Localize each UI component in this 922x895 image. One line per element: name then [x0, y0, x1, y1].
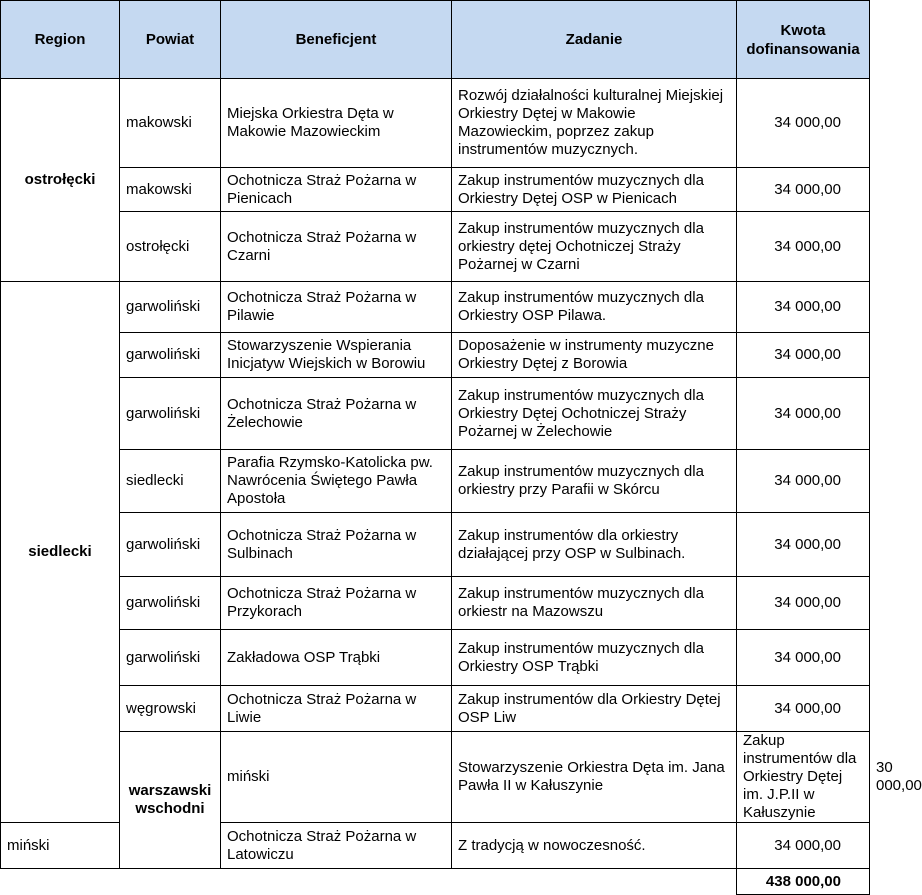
table-row — [1, 513, 870, 577]
table-row — [1, 450, 870, 513]
powiat-cell: siedlecki — [120, 450, 221, 513]
zadanie-cell: Zakup instrumentów muzycznych dla Orkiestry OSP Pilawa. — [452, 282, 737, 333]
kwota-cell: 34 000,00 — [737, 212, 870, 282]
powiat-cell: miński — [221, 732, 452, 823]
header-region: Region — [1, 1, 120, 79]
powiat-cell: garwoliński — [120, 282, 221, 333]
empty-cell — [1, 869, 120, 895]
beneficjent-cell: Stowarzyszenie Orkiestra Dęta im. Jana Pawła II w Kałuszynie — [452, 732, 737, 823]
beneficjent-cell: Ochotnicza Straż Pożarna w Sulbinach — [221, 513, 452, 577]
table-row — [1, 577, 870, 630]
table-row — [1, 79, 870, 168]
table-row — [1, 168, 870, 212]
beneficjent-cell: Ochotnicza Straż Pożarna w Liwie — [221, 686, 452, 732]
region-cell: siedlecki — [1, 282, 120, 823]
header-row — [1, 1, 870, 79]
kwota-cell: 34 000,00 — [737, 378, 870, 450]
empty-cell — [452, 869, 737, 895]
empty-cell — [120, 869, 221, 895]
powiat-cell: miński — [1, 823, 120, 869]
zadanie-cell: Z tradycją w nowoczesność. — [452, 823, 737, 869]
header-powiat: Powiat — [120, 1, 221, 79]
header-kwota: Kwota dofinansowania — [737, 1, 870, 79]
beneficjent-cell: Parafia Rzymsko-Katolicka pw. Nawrócenia Świętego Pawła Apostoła — [221, 450, 452, 513]
region-cell: warszawski wschodni — [120, 732, 221, 869]
header-beneficjent: Beneficjent — [221, 1, 452, 79]
kwota-cell: 34 000,00 — [737, 79, 870, 168]
kwota-cell: 34 000,00 — [737, 823, 870, 869]
powiat-cell: makowski — [120, 168, 221, 212]
powiat-cell: garwoliński — [120, 577, 221, 630]
powiat-cell: ostrołęcki — [120, 212, 221, 282]
zadanie-cell: Zakup instrumentów muzycznych dla Orkiestry Dętej OSP w Pienicach — [452, 168, 737, 212]
header-zadanie: Zadanie — [452, 1, 737, 79]
kwota-cell: 34 000,00 — [737, 450, 870, 513]
powiat-cell: węgrowski — [120, 686, 221, 732]
kwota-cell: 34 000,00 — [737, 513, 870, 577]
table-row — [1, 282, 870, 333]
table-row: warszawski wschodni miński Stowarzyszenie Orkiestra Dęta im. Jana Pawła II w Kałuszynie Zakup instrumentów dla Orkiestry Dętej im. J.P.II w Kałuszynie 30 000,00 — [1, 732, 870, 823]
beneficjent-cell: Stowarzyszenie Wspierania Inicjatyw Wiejskich w Borowiu — [221, 333, 452, 378]
region-cell: ostrołęcki — [1, 79, 120, 282]
beneficjent-cell: Ochotnicza Straż Pożarna w Pilawie — [221, 282, 452, 333]
powiat-cell: garwoliński — [120, 378, 221, 450]
kwota-cell: 34 000,00 — [737, 168, 870, 212]
zadanie-cell: Zakup instrumentów muzycznych dla Orkiestry Dętej Ochotniczej Straży Pożarnej w Żelechowie — [452, 378, 737, 450]
kwota-cell: 34 000,00 — [737, 333, 870, 378]
zadanie-cell: Zakup instrumentów dla Orkiestry Dętej OSP Liw — [452, 686, 737, 732]
zadanie-cell: Zakup instrumentów muzycznych dla Orkiestry OSP Trąbki — [452, 630, 737, 686]
zadanie-cell: Zakup instrumentów muzycznych dla orkiestry dętej Ochotniczej Straży Pożarnej w Czarni — [452, 212, 737, 282]
beneficjent-cell: Ochotnicza Straż Pożarna w Czarni — [221, 212, 452, 282]
table-row — [1, 378, 870, 450]
zadanie-cell: Zakup instrumentów muzycznych dla orkiestry przy Parafii w Skórcu — [452, 450, 737, 513]
total-row — [1, 869, 870, 895]
beneficjent-cell: Ochotnicza Straż Pożarna w Przykorach — [221, 577, 452, 630]
zadanie-cell: Zakup instrumentów dla Orkiestry Dętej im. J.P.II w Kałuszynie — [737, 732, 870, 823]
table-row — [1, 212, 870, 282]
beneficjent-cell: Ochotnicza Straż Pożarna w Żelechowie — [221, 378, 452, 450]
powiat-cell: garwoliński — [120, 513, 221, 577]
total-amount: 438 000,00 — [737, 869, 870, 895]
powiat-cell: garwoliński — [120, 333, 221, 378]
powiat-cell: garwoliński — [120, 630, 221, 686]
zadanie-cell: Zakup instrumentów dla orkiestry działającej przy OSP w Sulbinach. — [452, 513, 737, 577]
table-row — [1, 333, 870, 378]
beneficjent-cell: Zakładowa OSP Trąbki — [221, 630, 452, 686]
kwota-cell: 34 000,00 — [737, 686, 870, 732]
kwota-cell: 34 000,00 — [737, 577, 870, 630]
zadanie-cell: Zakup instrumentów muzycznych dla orkiestr na Mazowszu — [452, 577, 737, 630]
beneficjent-cell: Miejska Orkiestra Dęta w Makowie Mazowieckim — [221, 79, 452, 168]
powiat-cell: makowski — [120, 79, 221, 168]
table-row — [1, 686, 870, 732]
zadanie-cell: Rozwój działalności kulturalnej Miejskiej Orkiestry Dętej w Makowie Mazowieckim, poprzez zakup instrumentów muzycznych. — [452, 79, 737, 168]
beneficjent-cell: Ochotnicza Straż Pożarna w Pienicach — [221, 168, 452, 212]
empty-cell — [221, 869, 452, 895]
zadanie-cell: Doposażenie w instrumenty muzyczne Orkiestry Dętej z Borowia — [452, 333, 737, 378]
table-row — [1, 630, 870, 686]
kwota-cell: 34 000,00 — [737, 630, 870, 686]
kwota-cell: 34 000,00 — [737, 282, 870, 333]
beneficjent-cell: Ochotnicza Straż Pożarna w Latowiczu — [221, 823, 452, 869]
